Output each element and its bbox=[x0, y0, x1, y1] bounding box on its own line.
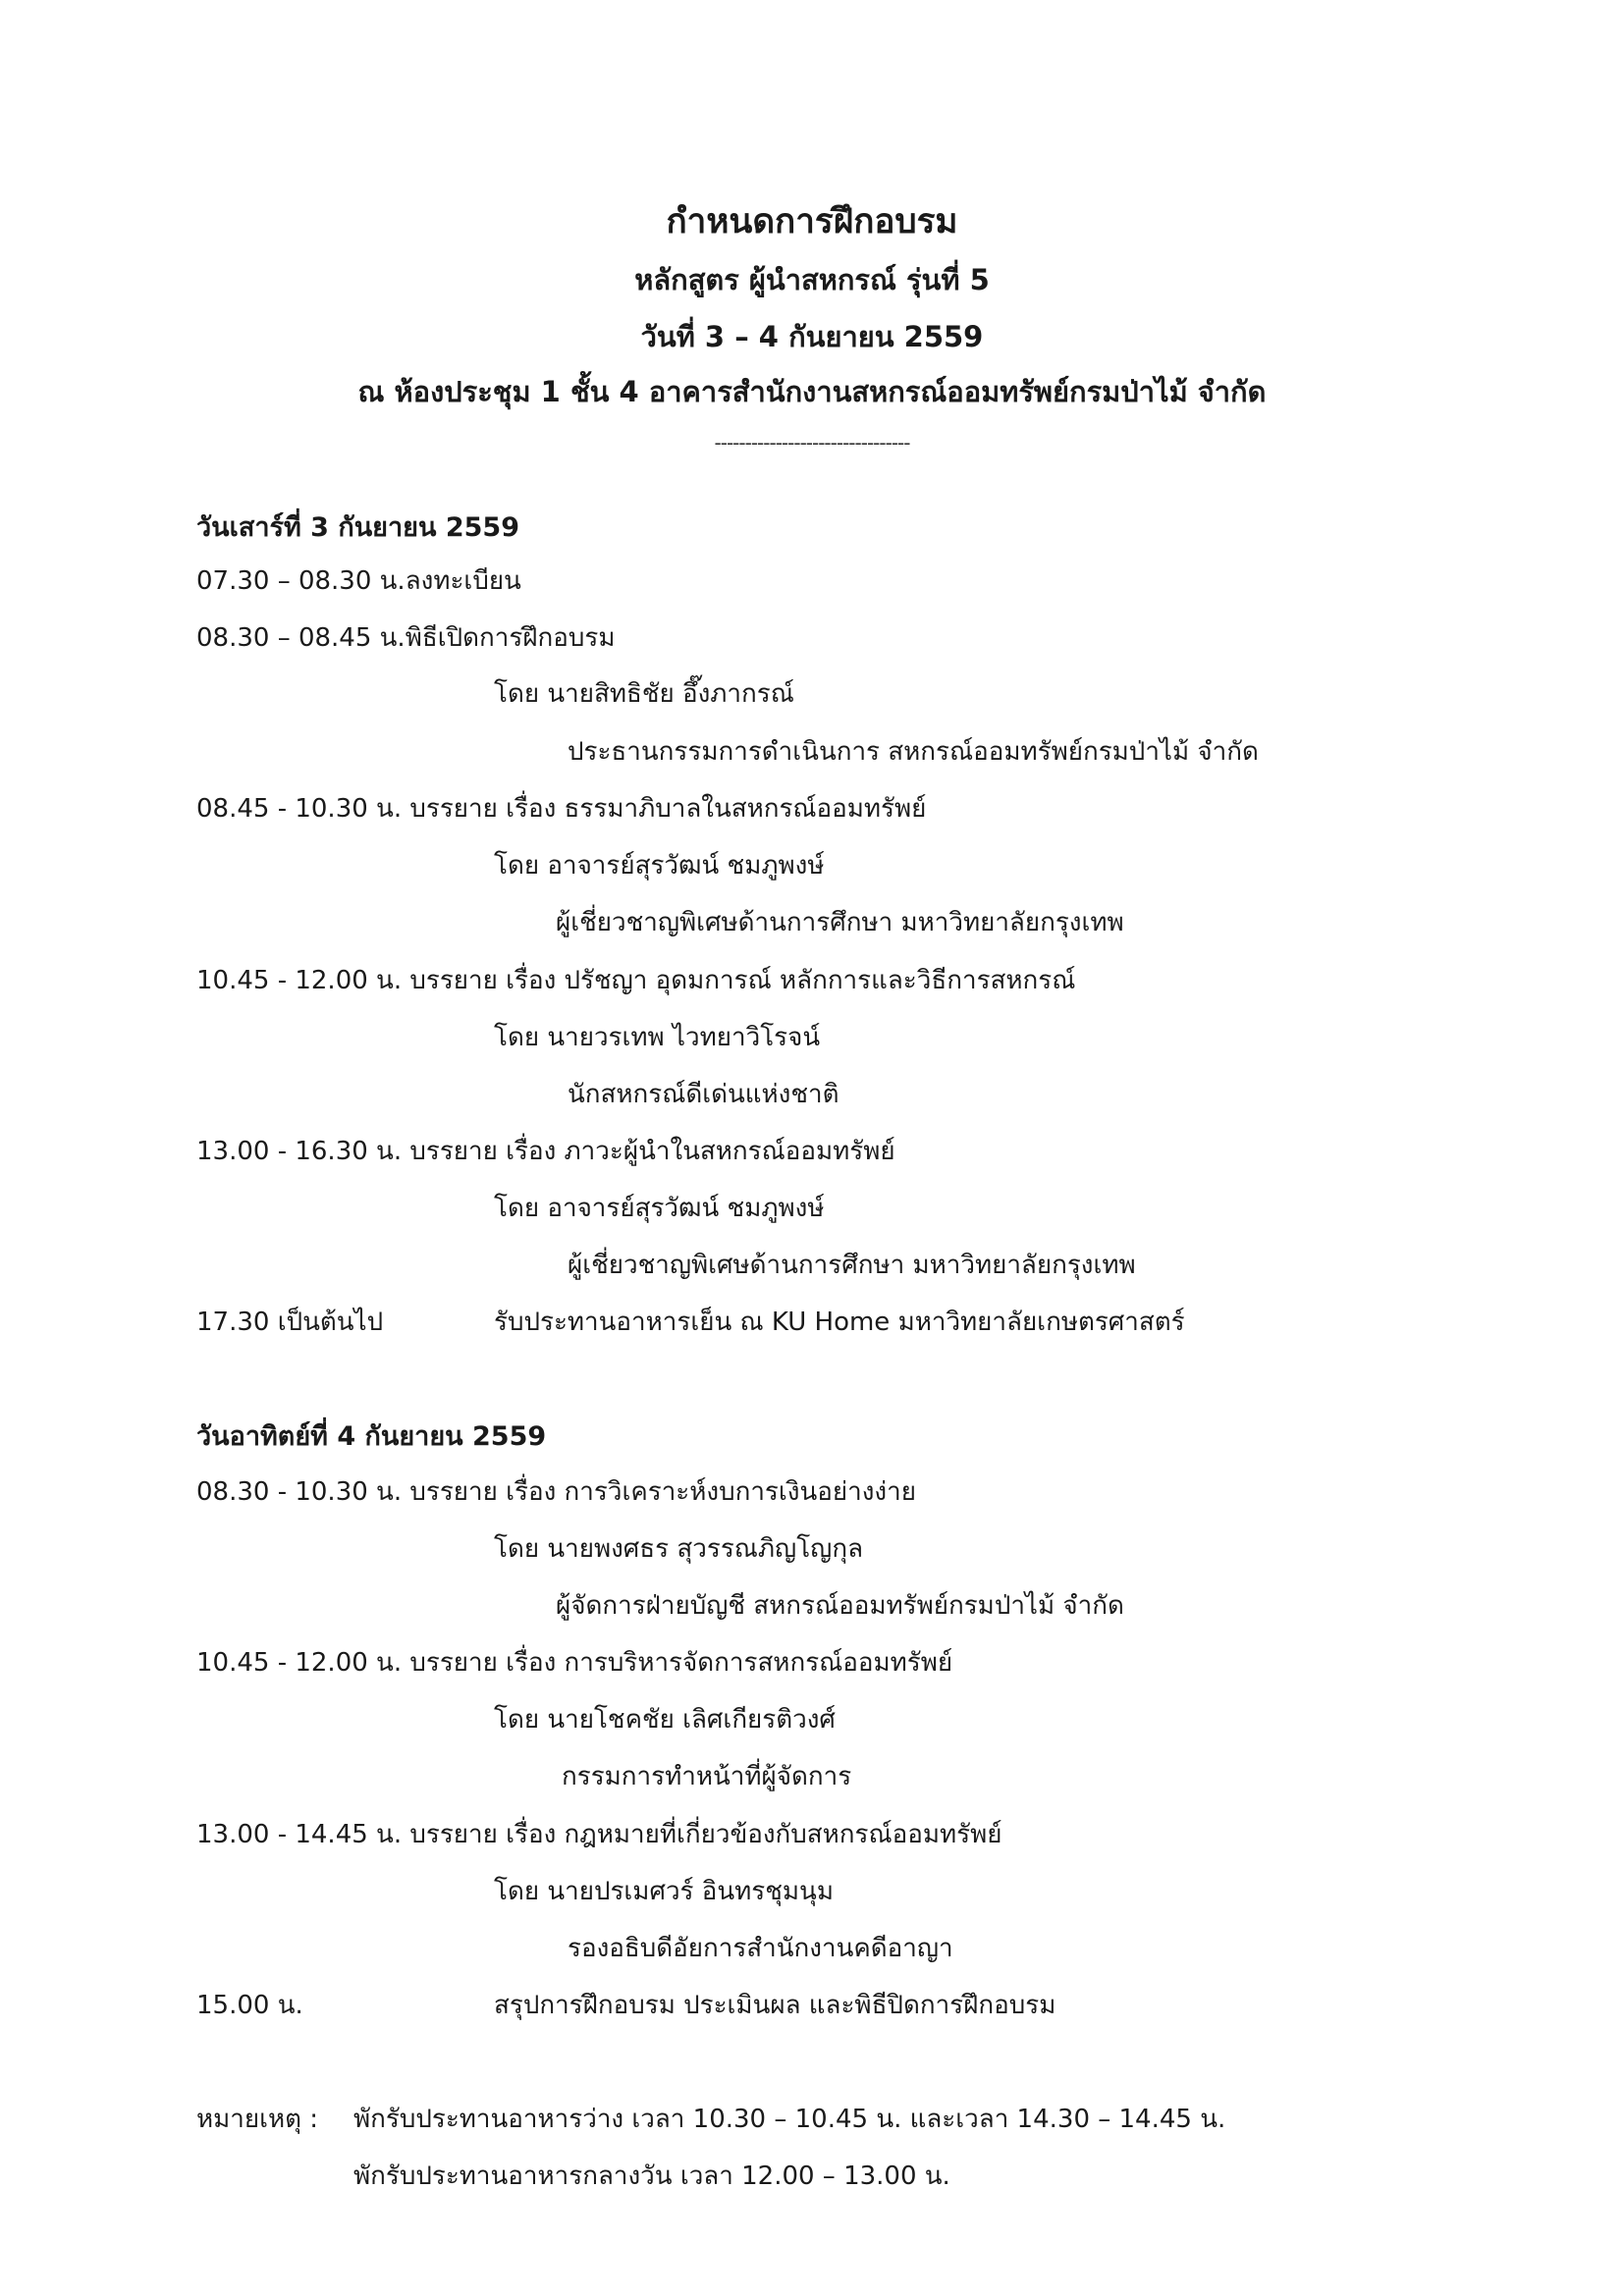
training-venue: ณ ห้องประชุม 1 ชั้น 4 อาคารสำนักงานสหกรณ์ออมทรัพย์กรมป่าไม้ จำกัด bbox=[357, 375, 1267, 408]
note-line: พักรับประทานอาหารกลางวัน เวลา 12.00 – 13.00 น. bbox=[353, 2162, 950, 2191]
speaker-line: โดย อาจารย์สุรวัฒน์ ชมภูพงษ์ bbox=[494, 851, 825, 881]
speaker-line: โดย นายโชคชัย เลิศเกียรติวงศ์ bbox=[494, 1705, 836, 1735]
speaker-title: ผู้เชี่ยวชาญพิเศษด้านการศึกษา มหาวิทยาลัยกรุงเทพ bbox=[556, 908, 1124, 937]
speaker-title: ผู้เชี่ยวชาญพิเศษด้านการศึกษา มหาวิทยาลัยกรุงเทพ bbox=[568, 1251, 1136, 1280]
speaker-line: โดย นายวรเทพ ไวทยาวิโรจน์ bbox=[494, 1023, 821, 1052]
separator-line: -------------------------------- bbox=[714, 431, 910, 454]
day2-heading: วันอาทิตย์ที่ 4 กันยายน 2559 bbox=[196, 1421, 547, 1452]
schedule-line: 10.45 - 12.00 น. บรรยาย เรื่อง ปรัชญา อุดมการณ์ หลักการและวิธีการสหกรณ์ bbox=[196, 966, 1076, 995]
speaker-title: ผู้จัดการฝ่ายบัญชี สหกรณ์ออมทรัพย์กรมป่าไม้ จำกัด bbox=[556, 1591, 1124, 1621]
speaker-line: โดย นายปรเมศวร์ อินทรชุมนุม bbox=[494, 1877, 834, 1906]
speaker-title: กรรมการทำหน้าที่ผู้จัดการ bbox=[562, 1762, 852, 1791]
schedule-line: 13.00 - 16.30 น. บรรยาย เรื่อง ภาวะผู้นำในสหกรณ์ออมทรัพย์ bbox=[196, 1137, 895, 1166]
note-line: พักรับประทานอาหารว่าง เวลา 10.30 – 10.45 น. และเวลา 14.30 – 14.45 น. bbox=[353, 2105, 1226, 2134]
schedule-line: 13.00 - 14.45 น. บรรยาย เรื่อง กฎหมายที่เกี่ยวข้องกับสหกรณ์ออมทรัพย์ bbox=[196, 1820, 1002, 1849]
speaker-title: นักสหกรณ์ดีเด่นแห่งชาติ bbox=[568, 1080, 839, 1109]
schedule-activity: รับประทานอาหารเย็น ณ KU Home มหาวิทยาลัยเกษตรศาสตร์ bbox=[494, 1308, 1185, 1337]
schedule-line: 08.30 – 08.45 น.พิธีเปิดการฝึกอบรม bbox=[196, 623, 616, 653]
speaker-line: โดย อาจารย์สุรวัฒน์ ชมภูพงษ์ bbox=[494, 1194, 825, 1223]
document-title: กำหนดการฝึกอบรม bbox=[666, 202, 958, 241]
speaker-title: ประธานกรรมการดำเนินการ สหกรณ์ออมทรัพย์กรมป่าไม้ จำกัด bbox=[568, 737, 1259, 767]
day1-heading: วันเสาร์ที่ 3 กันยายน 2559 bbox=[196, 512, 519, 543]
notes-label: หมายเหตุ : bbox=[196, 2105, 319, 2134]
speaker-line: โดย นายสิทธิชัย อึ๊งภากรณ์ bbox=[494, 679, 794, 709]
schedule-line: 08.45 - 10.30 น. บรรยาย เรื่อง ธรรมาภิบาลในสหกรณ์ออมทรัพย์ bbox=[196, 794, 927, 824]
course-name: หลักสูตร ผู้นำสหกรณ์ รุ่นที่ 5 bbox=[634, 263, 990, 296]
schedule-time: 17.30 เป็นต้นไป bbox=[196, 1308, 384, 1337]
speaker-line: โดย นายพงศธร สุวรรณภิญโญกุล bbox=[494, 1534, 863, 1564]
schedule-time: 15.00 น. bbox=[196, 1991, 303, 2020]
schedule-line: 08.30 - 10.30 น. บรรยาย เรื่อง การวิเคราะห์งบการเงินอย่างง่าย bbox=[196, 1477, 916, 1507]
schedule-line: 07.30 – 08.30 น.ลงทะเบียน bbox=[196, 566, 521, 596]
schedule-line: 10.45 - 12.00 น. บรรยาย เรื่อง การบริหารจัดการสหกรณ์ออมทรัพย์ bbox=[196, 1648, 953, 1678]
training-date: วันที่ 3 – 4 กันยายน 2559 bbox=[640, 320, 984, 353]
speaker-title: รองอธิบดีอัยการสำนักงานคดีอาญา bbox=[568, 1934, 953, 1963]
schedule-activity: สรุปการฝึกอบรม ประเมินผล และพิธีปิดการฝึกอบรม bbox=[494, 1991, 1056, 2020]
